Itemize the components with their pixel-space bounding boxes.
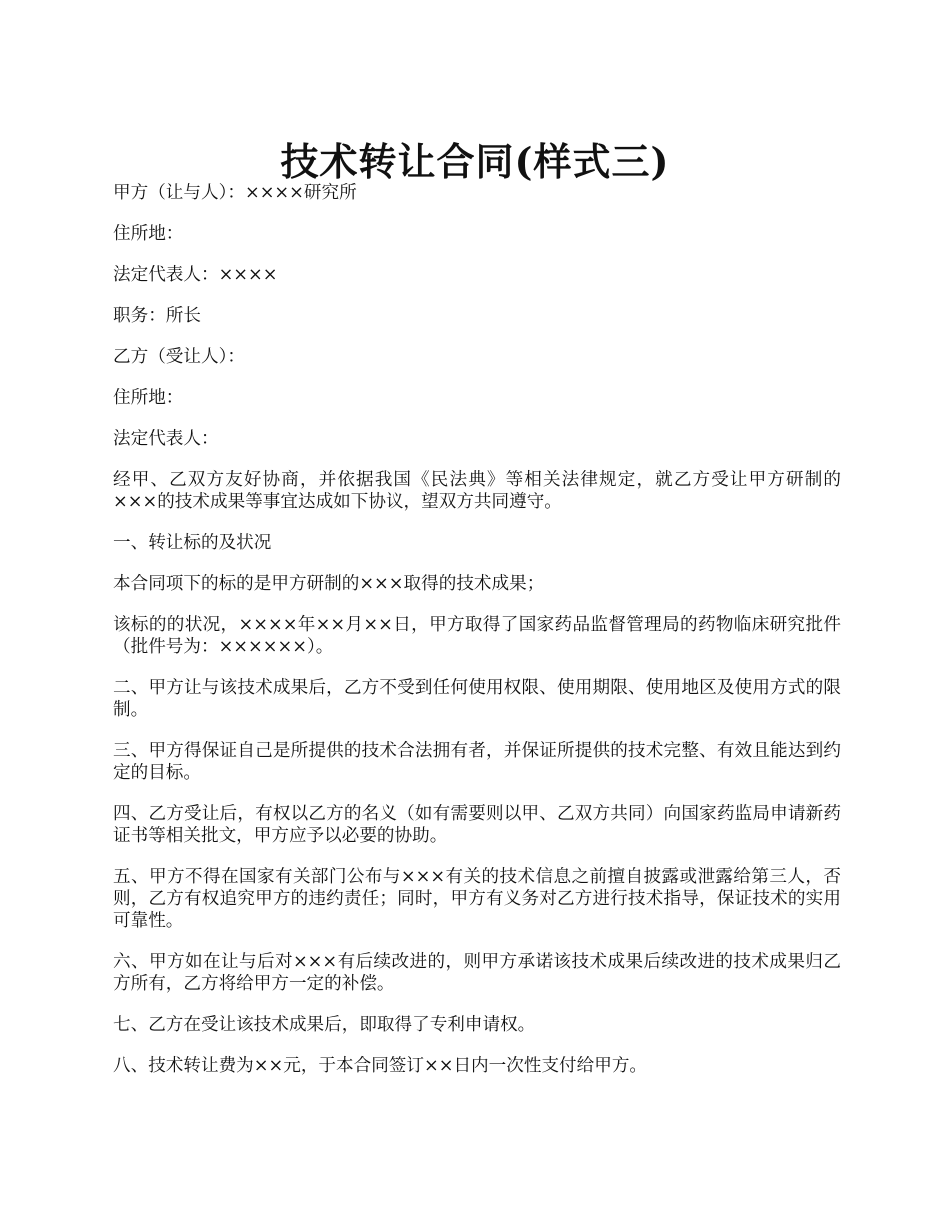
- section-heading-1: 一、转让标的及状况: [113, 533, 272, 553]
- clause-2: 二、甲方让与该技术成果后，乙方不受到任何使用权限、使用期限、使用地区及使用方式的限制。: [113, 678, 841, 720]
- clause-7: 七、乙方在受让该技术成果后，即取得了专利申请权。: [113, 1015, 536, 1035]
- party-a-legal-representative: 法定代表人：××××: [113, 265, 278, 285]
- clause-4: 四、乙方受让后，有权以乙方的名义（如有需要则以甲、乙双方共同）向国家药监局申请新药证书等相关批文，甲方应予以必要的协助。: [113, 804, 841, 846]
- party-b-address: 住所地：: [113, 388, 184, 408]
- document-body: [113, 182, 841, 1096]
- party-a-position: 职务：所长: [113, 306, 201, 326]
- party-b-name: 乙方（受让人）：: [113, 347, 245, 367]
- clause-paragraph: 该标的的状况，××××年××月××日，甲方取得了国家药品监督管理局的药物临床研究批件（批件号为：××××××）。: [113, 615, 841, 657]
- clause-paragraph: 本合同项下的标的是甲方研制的×××取得的技术成果；: [113, 574, 545, 594]
- party-a-name: 甲方（让与人）：××××研究所: [113, 183, 357, 203]
- clause-3: 三、甲方得保证自己是所提供的技术合法拥有者，并保证所提供的技术完整、有效且能达到约定的目标。: [113, 741, 841, 783]
- clause-5: 五、甲方不得在国家有关部门公布与×××有关的技术信息之前擅自披露或泄露给第三人，否则，乙方有权追究甲方的违约责任；同时，甲方有义务对乙方进行技术指导，保证技术的实用可靠性。: [113, 867, 841, 931]
- clause-8: 八、技术转让费为××元，于本合同签订××日内一次性支付给甲方。: [113, 1056, 648, 1076]
- document-title: 技术转让合同(样式三): [280, 139, 670, 185]
- party-a-address: 住所地：: [113, 224, 184, 244]
- party-b-legal-representative: 法定代表人：: [113, 429, 219, 449]
- clause-6: 六、甲方如在让与后对×××有后续改进的，则甲方承诺该技术成果后续改进的技术成果归乙方所有，乙方将给甲方一定的补偿。: [113, 952, 841, 994]
- preamble-paragraph: 经甲、乙双方友好协商，并依据我国《民法典》等相关法律规定，就乙方受让甲方研制的×××的技术成果等事宜达成如下协议，望双方共同遵守。: [113, 470, 841, 512]
